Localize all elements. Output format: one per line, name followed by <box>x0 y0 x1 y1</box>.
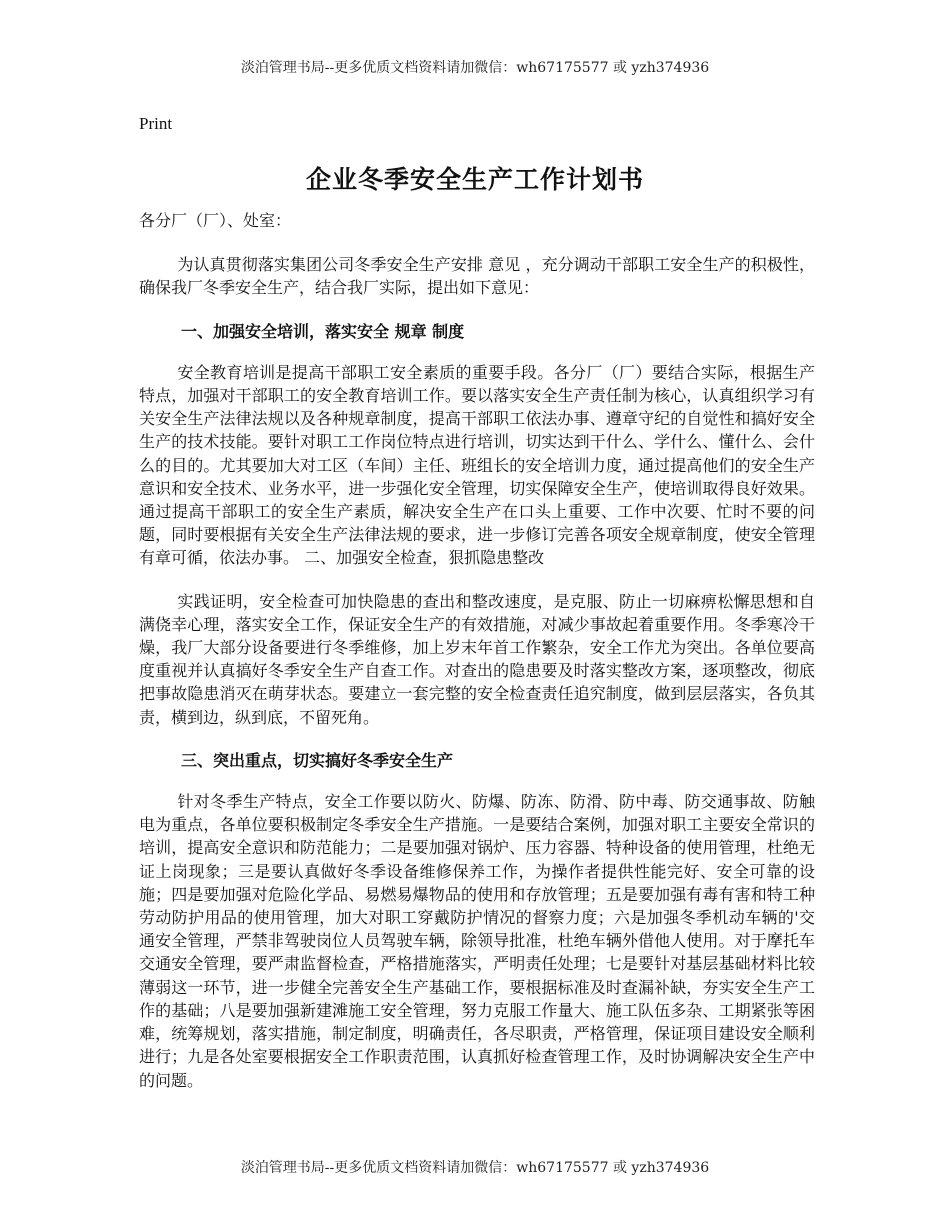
section-1-body: 安全教育培训是提高干部职工安全素质的重要手段。各分厂（厂）要结合实际，根据生产特点，加强对干部职工的安全教育培训工作。要以落实安全生产责任制为核心，认真组织学习有关安全生产法律法规以及各种规章制度，提高干部职工依法办事、遵章守纪的自觉性和搞好安全生产的技术技能。要针对职工工作岗位特点进行培训，切实达到干什么、学什么、懂什么、会什么的目的。尤其要加大对工区（车间）主任、班组长的安全培训力度，通过提高他们的安全生产意识和安全技术、业务水平，进一步强化安全管理，切实保障安全生产，使培训取得良好效果。通过提高干部职工的安全生产素质，解决安全生产在口头上重要、工作中次要、忙时不要的问题，同时要根据有关安全生产法律法规的要求，进一步修订完善各项安全规章制度，使安全管理有章可循，依法办事。 二、加强安全检查，狠抓隐患整改 <box>139 362 815 568</box>
section-3-body: 针对冬季生产特点，安全工作要以防火、防爆、防冻、防滑、防中毒、防交通事故、防触电为重点，各单位要积极制定冬季安全生产措施。一是要结合案例，加强对职工主要安全常识的培训，提高安全意识和防范能力；二是要加强对锅炉、压力容器、特种设备的使用管理，杜绝无证上岗现象；三是要认真做好冬季设备维修保养工作，为操作者提供性能完好、安全可靠的设施；四是要加强对危险化学品、易燃易爆物品的使用和存放管理；五是要加强有毒有害和特工种劳动防护用品的使用管理，加大对职工穿戴防护情况的督察力度；六是加强冬季机动车辆的'交通安全管理，严禁非驾驶岗位人员驾驶车辆，除领导批准，杜绝车辆外借他人使用。对于摩托车交通安全管理，要严肃监督检查，严格措施落实，严明责任处理；七是要针对基层基础材料比较薄弱这一环节，进一步健全完善安全生产基础工作，要根据标准及时查漏补缺，夯实安全生产工作的基础；八是要加强新建滩施工安全管理，努力克服工作量大、施工队伍多杂、工期紧张等困难，统筹规划，落实措施，制定制度，明确责任，各尽职责，严格管理，保证项目建设安全顺利进行；九是各处室要根据安全工作职责范围，认真抓好检查管理工作，及时协调解决安全生产中的问题。 <box>139 792 815 1090</box>
page-footer: 淡泊管理书局--更多优质文档资料请加微信：wh67175577 或 yzh374936 <box>240 1160 710 1176</box>
section-3-heading: 三、突出重点，切实搞好冬季安全生产 <box>181 750 454 770</box>
document-title: 企业冬季安全生产工作计划书 <box>305 165 644 194</box>
print-label: Print <box>139 114 173 133</box>
document-body <box>139 209 815 1112</box>
salutation: 各分厂（厂）、处室： <box>139 211 292 230</box>
section-2-body: 实践证明，安全检查可加快隐患的查出和整改速度，是克服、防止一切麻痹松懈思想和自满侥幸心理，落实安全工作，保证安全生产的有效措施，对减少事故起着重要作用。冬季寒冷干燥，我厂大部分设备要进行冬季维修，加上岁末年首工作繁杂，安全工作尤为突出。各单位要高度重视并认真搞好冬季安全生产自查工作。对查出的隐患要及时落实整改方案，逐项整改，彻底把事故隐患消灭在萌芽状态。要建立一套完整的安全检查责任追究制度，做到层层落实，各负其责，横到边，纵到底，不留死角。 <box>139 591 815 727</box>
intro-paragraph: 为认真贯彻落实集团公司冬季安全生产安排 意见 ，充分调动干部职工安全生产的积极性，确保我厂冬季安全生产，结合我厂实际，提出如下意见： <box>139 255 815 298</box>
page-header: 淡泊管理书局--更多优质文档资料请加微信：wh67175577 或 yzh374936 <box>240 60 710 76</box>
section-1-heading: 一、加强安全培训，落实安全 规章 制度 <box>181 321 465 341</box>
